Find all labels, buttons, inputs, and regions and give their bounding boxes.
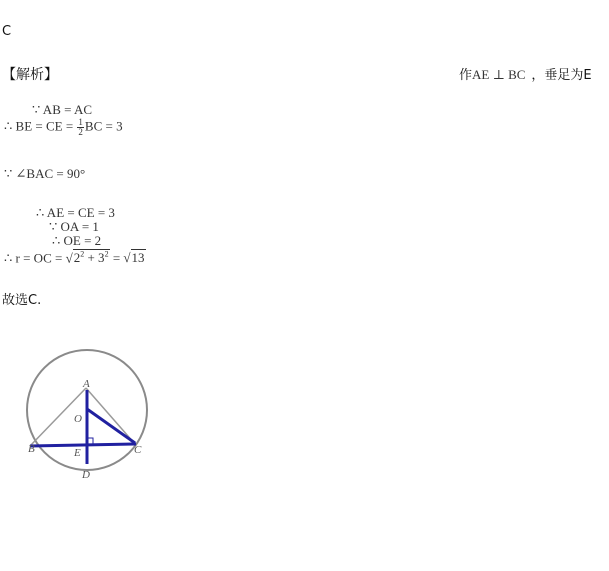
segment-oc: [87, 409, 135, 443]
segment-ac: [86, 388, 135, 444]
fraction-numerator: 1: [78, 117, 83, 127]
analysis-heading: 【解析】: [2, 67, 58, 83]
exponent-a: 2: [80, 250, 85, 259]
geometry-figure: [18, 340, 158, 485]
label-c: C: [134, 444, 142, 456]
construction-suffix: ，垂足为E: [531, 68, 592, 83]
step-5: ∵ OA = 1: [49, 219, 99, 234]
construction-math: AE ⊥ BC: [472, 67, 526, 82]
construction-prefix: 作: [459, 68, 473, 83]
radical-plus: + 3: [87, 250, 105, 266]
radical-result: √13: [123, 250, 145, 266]
radical-term-a: 2: [73, 250, 81, 266]
answer-letter: C: [2, 24, 12, 39]
construction-line: [459, 64, 592, 83]
step-6: ∴ OE = 2: [52, 233, 102, 248]
label-a: A: [83, 378, 90, 390]
radical-result-value: 13: [131, 250, 145, 266]
step-3: ∵ ∠BAC = 90°: [4, 166, 86, 181]
segment-bc: [30, 444, 136, 446]
label-e: E: [74, 447, 81, 459]
step-7-equals: =: [112, 250, 121, 266]
label-o: O: [74, 413, 82, 425]
step-7: [4, 250, 146, 266]
conclusion: 故选C.: [2, 293, 42, 308]
label-b: B: [28, 443, 35, 455]
radical-sum: $√2^2 + 3^2$: [65, 250, 109, 266]
step-2-lead: ∴ BE = CE =: [4, 118, 74, 134]
step-4: ∴ AE = CE = 3: [36, 205, 115, 220]
half-fraction: [77, 118, 84, 137]
label-d: D: [82, 469, 90, 481]
step-1: ∵ AB = AC: [32, 102, 93, 117]
step-2-tail: BC = 3: [84, 118, 123, 134]
exponent-b: 2: [104, 250, 109, 259]
step-2: [4, 118, 123, 137]
fraction-denominator: 2: [78, 127, 83, 137]
step-7-lead: ∴ r = OC =: [4, 250, 63, 266]
